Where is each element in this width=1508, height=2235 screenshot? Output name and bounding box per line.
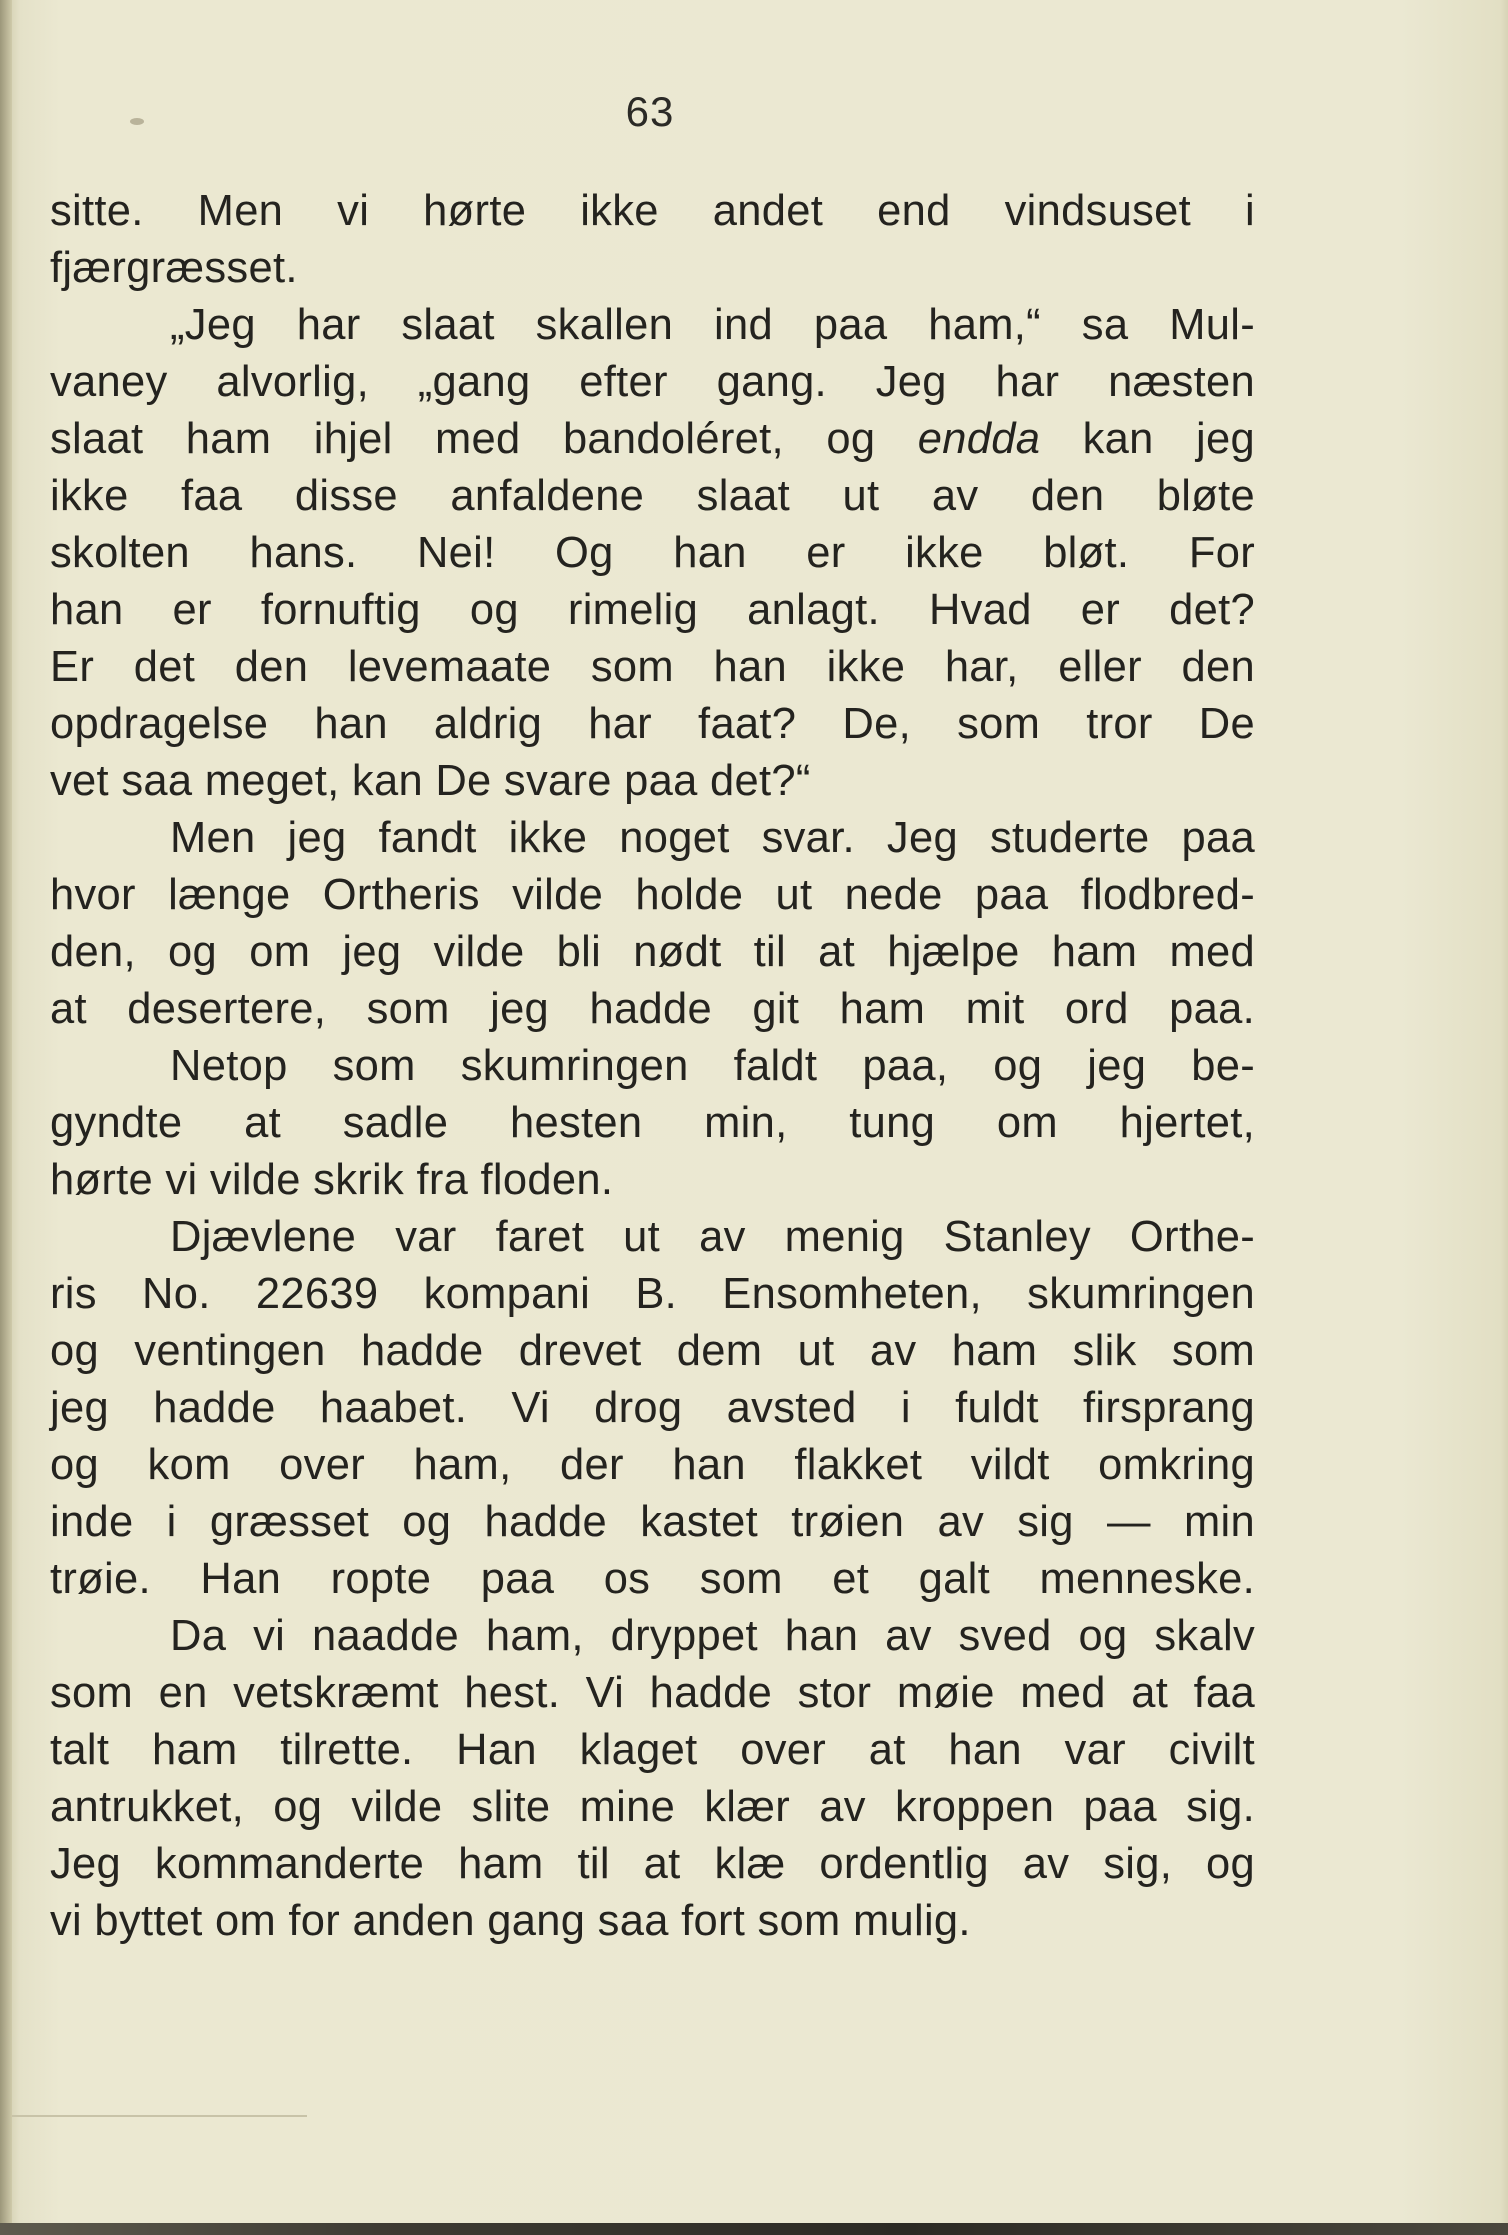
text-line: talt ham tilrette. Han klaget over at han var civilt [50, 1726, 1255, 1774]
text-line: og kom over ham, der han flakket vildt omkring [50, 1441, 1255, 1489]
text-line: og ventingen hadde drevet dem ut av ham slik som [50, 1327, 1255, 1375]
text-line: Da vi naadde ham, dryppet han av sved og skalv [170, 1612, 1255, 1660]
page-bottom-edge [0, 2223, 1508, 2235]
text-line: antrukket, og vilde slite mine klær av kroppen paa sig. [50, 1783, 1255, 1831]
text-line: skolten hans. Nei! Og han er ikke bløt. For [50, 529, 1255, 577]
text-line: fjærgræsset. [50, 244, 298, 292]
text-line: Men jeg fandt ikke noget svar. Jeg studerte paa [170, 814, 1255, 862]
text-line: Netop som skumringen faldt paa, og jeg be- [170, 1042, 1255, 1090]
text-segment: kan jeg [1040, 415, 1255, 463]
text-line: inde i græsset og hadde kastet trøien av sig — min [50, 1498, 1255, 1546]
text-line: ikke faa disse anfaldene slaat ut av den bløte [50, 472, 1255, 520]
text-line: hørte vi vilde skrik fra floden. [50, 1156, 614, 1204]
text-line: den, og om jeg vilde bli nødt til at hjælpe ham med [50, 928, 1255, 976]
text-line: ris No. 22639 kompani B. Ensomheten, skumringen [50, 1270, 1255, 1318]
divider [12, 2115, 307, 2117]
text-line: hvor længe Ortheris vilde holde ut nede paa flodbred- [50, 871, 1255, 919]
page-binding-edge [0, 0, 12, 2235]
text-line: vi byttet om for anden gang saa fort som mulig. [50, 1897, 971, 1945]
text-line: han er fornuftig og rimelig anlagt. Hvad er det? [50, 586, 1255, 634]
text-line: som en vetskræmt hest. Vi hadde stor møie med at faa [50, 1669, 1255, 1717]
italic-word: endda [917, 415, 1041, 463]
text-line: trøie. Han ropte paa os som et galt menneske. [50, 1555, 1255, 1603]
text-segment: slaat ham ihjel med bandoléret, og [50, 415, 918, 463]
text-line: Er det den levemaate som han ikke har, eller den [50, 643, 1255, 691]
text-line: sitte. Men vi hørte ikke andet end vindsuset i [50, 187, 1255, 235]
body-text [50, 183, 1255, 1950]
text-line: gyndte at sadle hesten min, tung om hjertet, [50, 1099, 1255, 1147]
text-line: Djævlene var faret ut av menig Stanley Orthe- [170, 1213, 1255, 1261]
text-line: „Jeg har slaat skallen ind paa ham,“ sa Mul- [170, 301, 1255, 349]
text-line [50, 411, 1255, 468]
text-line: at desertere, som jeg hadde git ham mit ord paa. [50, 985, 1255, 1033]
text-line: vaney alvorlig, „gang efter gang. Jeg har næsten [50, 358, 1255, 406]
text-line: vet saa meget, kan De svare paa det?“ [50, 757, 811, 805]
text-line: opdragelse han aldrig har faat? De, som tror De [50, 700, 1255, 748]
text-line: Jeg kommanderte ham til at klæ ordentlig av sig, og [50, 1840, 1255, 1888]
text-line: jeg hadde haabet. Vi drog avsted i fuldt firsprang [50, 1384, 1255, 1432]
page-number: 63 [625, 88, 675, 135]
